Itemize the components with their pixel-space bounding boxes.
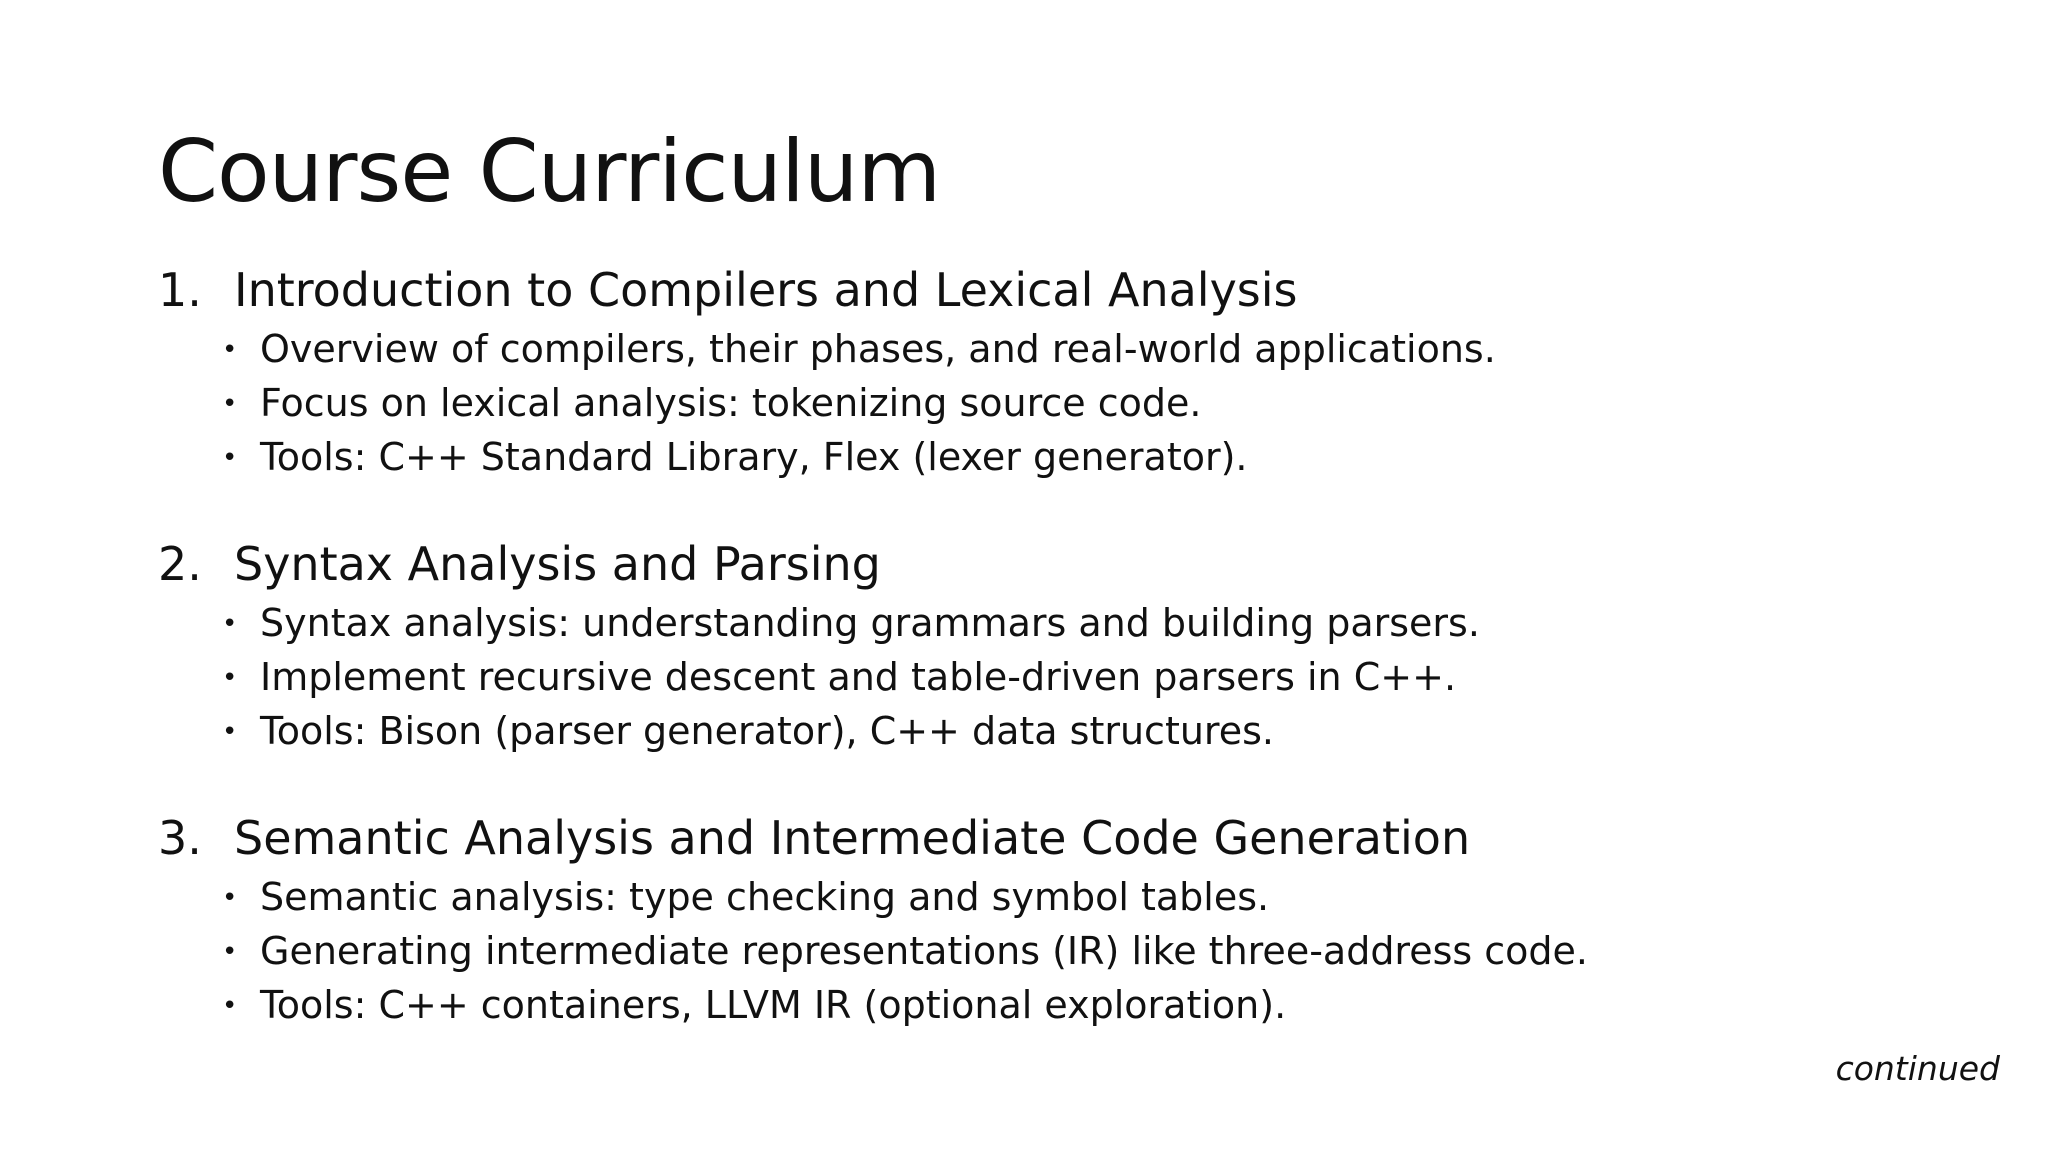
bullet-item <box>222 322 2048 376</box>
bullet-text: Implement recursive descent and table-driven parsers in C++. <box>260 655 1457 699</box>
bullet-text: Semantic analysis: type checking and symbol tables. <box>260 875 1270 919</box>
section-heading <box>158 806 2048 870</box>
section-heading <box>158 258 2048 322</box>
section-bullets <box>158 596 2048 758</box>
bullet-item <box>222 376 2048 430</box>
bullet-text: Tools: C++ Standard Library, Flex (lexer generator). <box>260 435 1248 479</box>
bullet-dot-icon: • <box>222 717 238 747</box>
bullet-text: Tools: C++ containers, LLVM IR (optional exploration). <box>260 983 1287 1027</box>
curriculum-section <box>158 806 2048 1032</box>
bullet-text: Generating intermediate representations (IR) like three-address code. <box>260 929 1588 973</box>
bullet-text: Syntax analysis: understanding grammars and building parsers. <box>260 601 1480 645</box>
section-bullets <box>158 870 2048 1032</box>
bullet-dot-icon: • <box>222 443 238 473</box>
bullet-text: Tools: Bison (parser generator), C++ data structures. <box>260 709 1274 753</box>
curriculum-section <box>158 258 2048 484</box>
bullet-dot-icon: • <box>222 663 238 693</box>
bullet-dot-icon: • <box>222 991 238 1021</box>
curriculum-list <box>158 258 2048 1080</box>
slide-title: Course Curriculum <box>158 122 941 222</box>
bullet-item <box>222 704 2048 758</box>
bullet-dot-icon: • <box>222 389 238 419</box>
bullet-dot-icon: • <box>222 937 238 967</box>
bullet-item <box>222 978 2048 1032</box>
bullet-item <box>222 430 2048 484</box>
curriculum-section <box>158 532 2048 758</box>
bullet-text: Focus on lexical analysis: tokenizing source code. <box>260 381 1202 425</box>
bullet-item <box>222 870 2048 924</box>
bullet-item <box>222 924 2048 978</box>
section-heading <box>158 532 2048 596</box>
section-number: 1. <box>158 263 202 317</box>
bullet-dot-icon: • <box>222 883 238 913</box>
bullet-text: Overview of compilers, their phases, and real-world applications. <box>260 327 1496 371</box>
continued-note: continued <box>1835 1049 2000 1088</box>
section-number: 3. <box>158 811 202 865</box>
bullet-dot-icon: • <box>222 335 238 365</box>
bullet-item <box>222 650 2048 704</box>
section-title: Semantic Analysis and Intermediate Code Generation <box>234 811 1471 865</box>
section-bullets <box>158 322 2048 484</box>
bullet-dot-icon: • <box>222 609 238 639</box>
section-title: Syntax Analysis and Parsing <box>234 537 881 591</box>
section-number: 2. <box>158 537 202 591</box>
section-title: Introduction to Compilers and Lexical Analysis <box>234 263 1298 317</box>
bullet-item <box>222 596 2048 650</box>
